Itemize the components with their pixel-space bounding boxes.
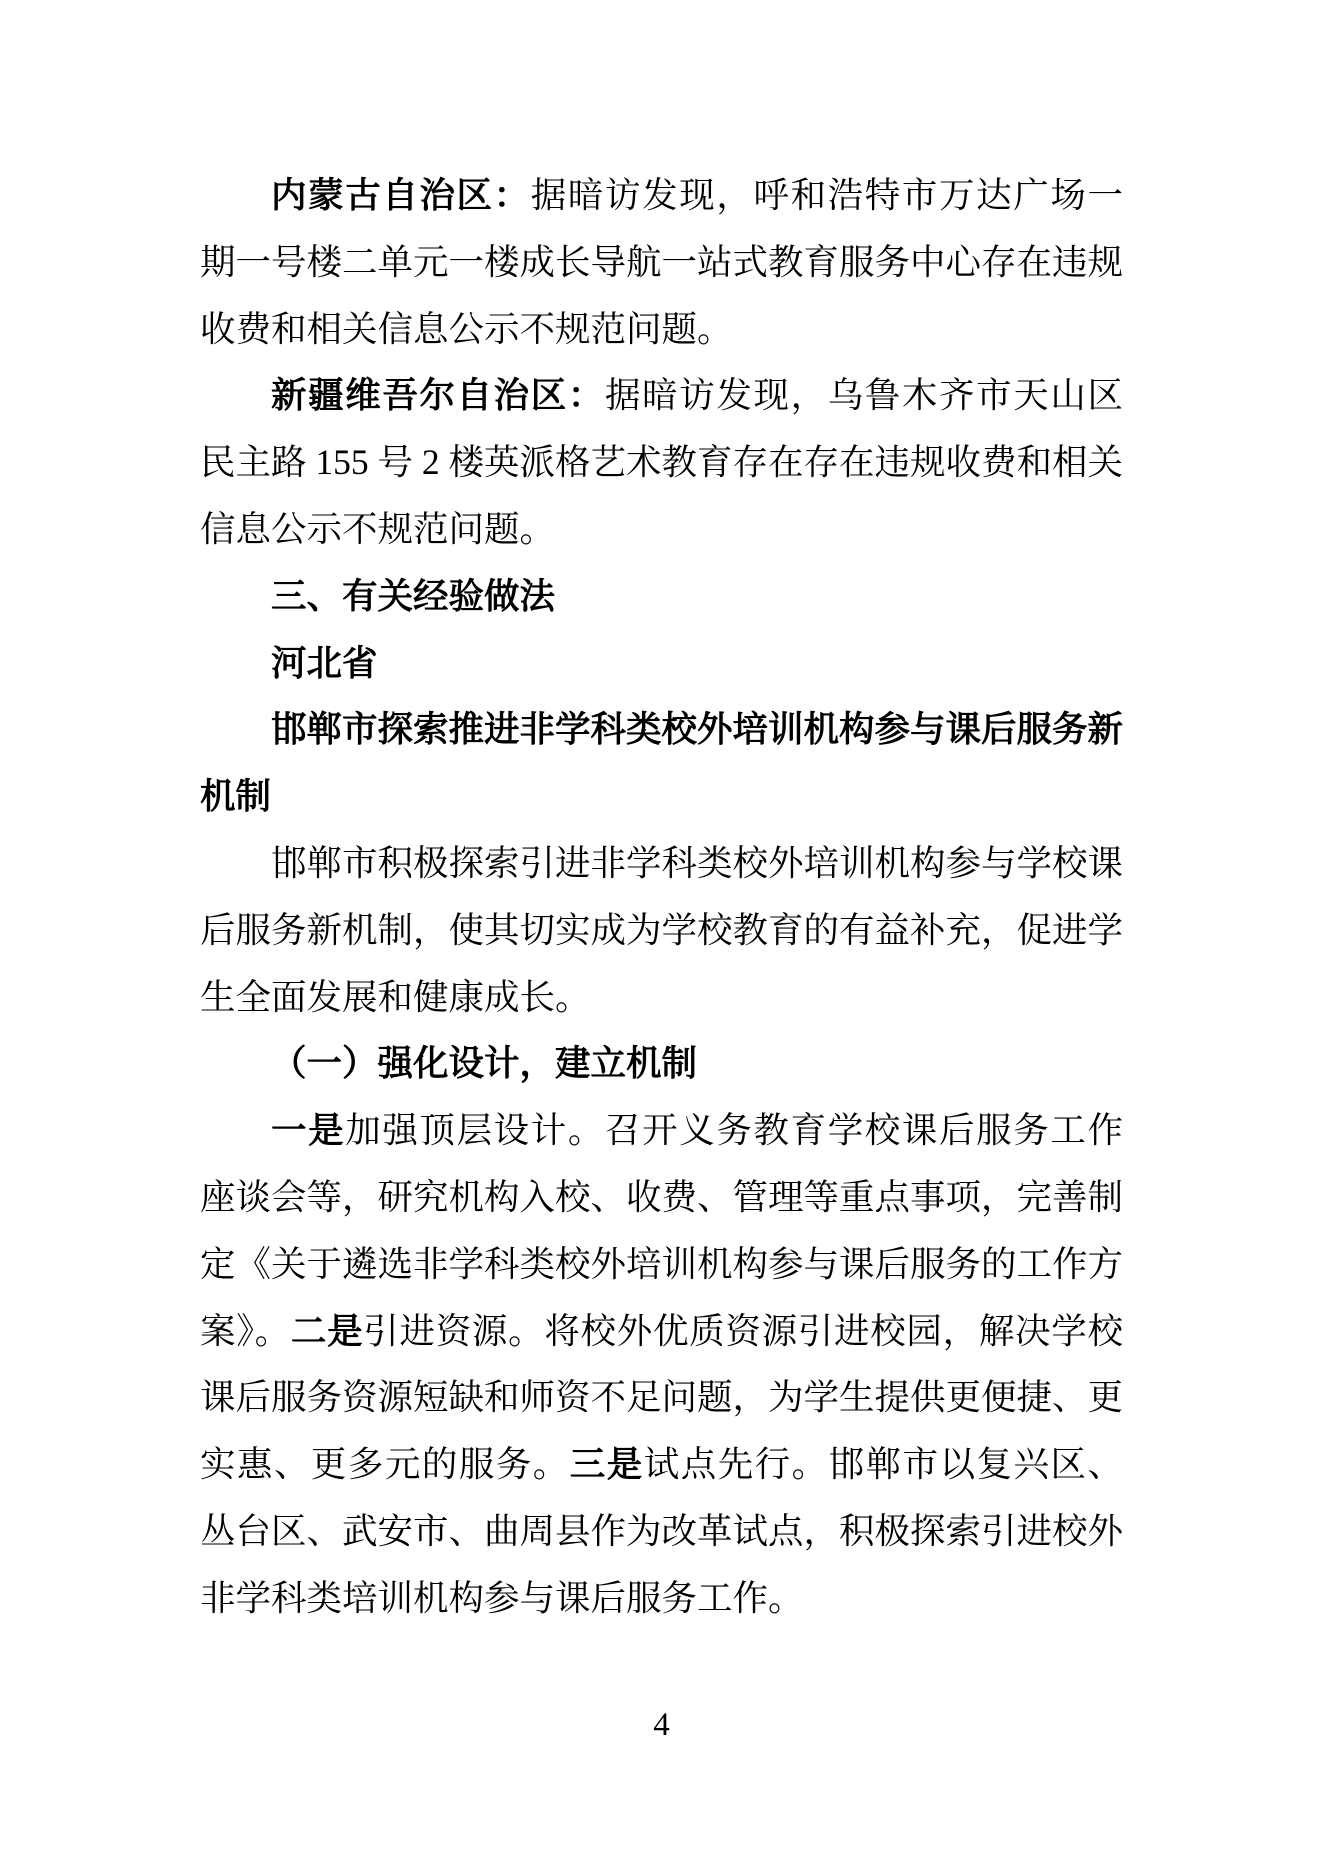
heading-text: 邯郸市探索推进非学科类校外培训机构参与课后服务新机制 <box>200 709 1124 817</box>
heading-subsection-one <box>200 1030 1123 1097</box>
page-footer <box>0 1705 1323 1745</box>
heading-hebei-province <box>200 630 1123 697</box>
region-label-xinjiang: 新疆维吾尔自治区： <box>271 375 606 416</box>
heading-text: 河北省 <box>271 642 378 683</box>
heading-text: 三、有关经验做法 <box>271 575 556 616</box>
region-label-neimenggu: 内蒙古自治区： <box>271 175 531 215</box>
document-content <box>200 162 1123 1632</box>
paragraph-text: 试点先行。邯郸市以复兴区、丛台区、武安市、曲周县作为改革试点，积极探索引进校外非学科类培训机构参与课后服务工作。 <box>200 1444 1124 1618</box>
paragraph-handan-intro <box>200 830 1123 1030</box>
paragraph-xinjiang-violation <box>200 362 1123 562</box>
paragraph-text: 加强顶层设计。召开义务教育学校课后服务工作座谈会等，研究机构入校、收费、管理等重点事项，完善制定《关于遴选非学科类校外培训机构参与课后服务的工作方案》。 <box>200 1110 1124 1351</box>
paragraph-text: 引进资源。将校外优质资源引进校园，解决学校课后服务资源短缺和师资不足问题，为学生提供更便捷、更实惠、更多元的服务。 <box>200 1310 1124 1485</box>
measure-label-three: 三是 <box>569 1444 644 1485</box>
heading-section-three <box>200 563 1123 630</box>
heading-handan-new-mechanism <box>200 696 1123 830</box>
measure-label-two: 二是 <box>290 1310 364 1351</box>
page-number: 4 <box>653 1707 670 1743</box>
paragraph-text: 据暗访发现，呼和浩特市万达广场一期一号楼二单元一楼成长导航一站式教育服务中心存在违规收费和相关信息公示不规范问题。 <box>200 175 1124 349</box>
paragraph-text: 邯郸市积极探索引进非学科类校外培训机构参与学校课后服务新机制，使其切实成为学校教育的有益补充，促进学生全面发展和健康成长。 <box>200 842 1124 1017</box>
paragraph-text: 据暗访发现，乌鲁木齐市天山区民主路 155 号 2 楼英派格艺术教育存在存在违规收费和相关信息公示不规范问题。 <box>200 375 1124 549</box>
measure-label-one: 一是 <box>271 1110 346 1151</box>
heading-text: （一）强化设计，建立机制 <box>271 1043 698 1084</box>
paragraph-three-measures <box>200 1097 1123 1631</box>
paragraph-neimenggu-violation <box>200 162 1123 362</box>
